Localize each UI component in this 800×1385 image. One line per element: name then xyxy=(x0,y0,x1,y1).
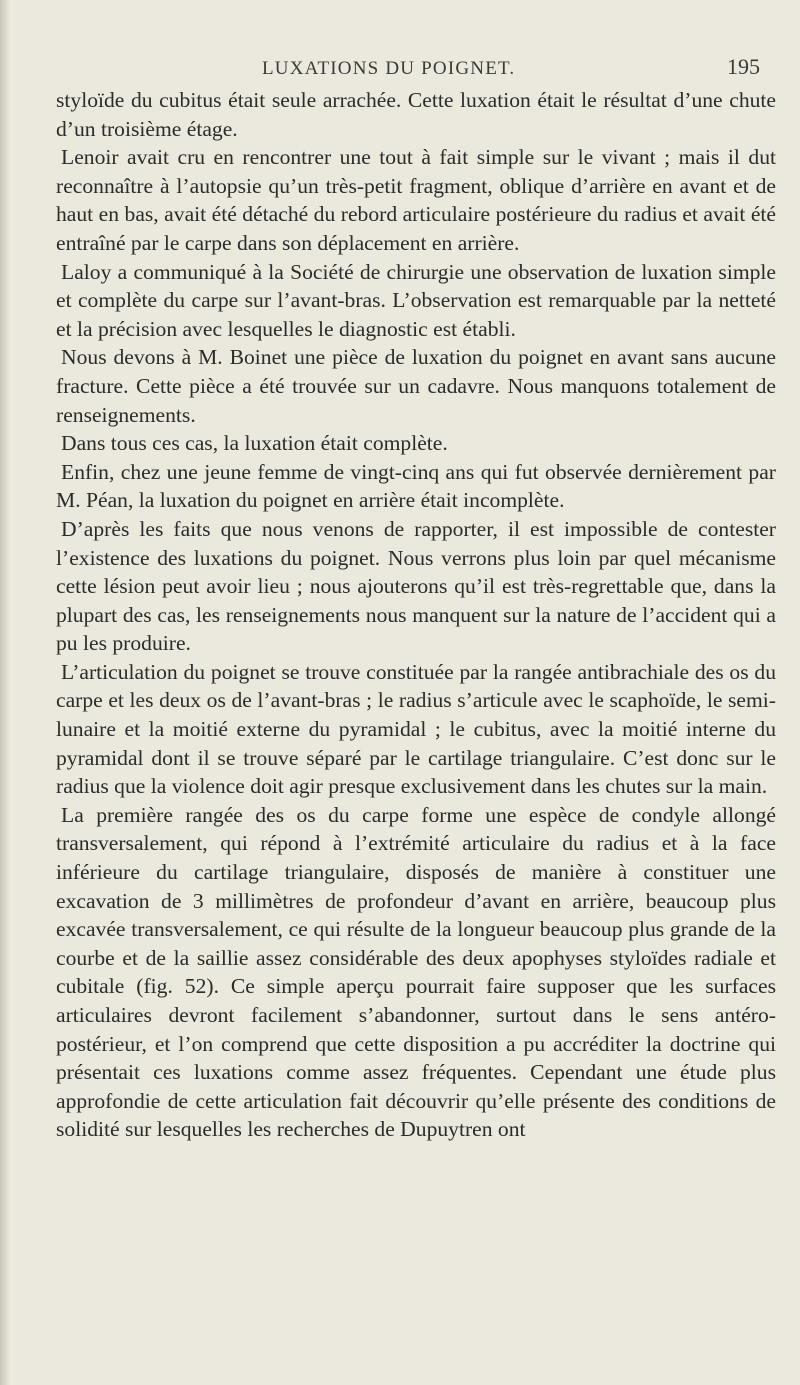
page-edge-shadow xyxy=(0,0,10,1385)
running-title: LUXATIONS DU POIGNET. xyxy=(262,58,516,79)
paragraph: La première rangée des os du carpe forme une espèce de condyle allongé transversalement, qui répond à l’extrémité articulaire du radius et à la face inférieure du cartilage triangulaire, disposés de manière à constituer une excavation de 3 millimètres de profondeur d’avant en arrière, beaucoup plus excavée transversalement, ce qui résulte de la longueur beaucoup plus grande de la courbe et de la saillie assez considérable des deux apophyses styloïdes radiale et cubitale (fig. 52). Ce simple aperçu pourrait faire supposer que les surfaces articulaires devront facilement s’abandonner, surtout dans le sens antéro-postérieur, et l’on comprend que cette disposition a pu accréditer la doctrine qui présentait ces luxations comme assez fréquentes. Cependant une étude plus approfondie de cette articulation fait découvrir qu’elle présente des conditions de solidité sur lesquelles les recherches de Dupuytren ont xyxy=(56,802,776,1142)
paragraph: Lenoir avait cru en rencontrer une tout à fait simple sur le vivant ; mais il dut reconnaître à l’autopsie qu’un très-petit fragment, oblique d’arrière en avant et de haut en bas, avait été détaché du rebord articulaire postérieure du radius et avait été entraîné par le carpe dans son déplacement en arrière. xyxy=(56,145,776,255)
paragraph: L’articulation du poignet se trouve constituée par la rangée antibrachiale des os du carpe et les deux os de l’avant-bras ; le radius s’articule avec le scaphoïde, le semi-lunaire et la moitié externe du pyramidal ; le cubitus, avec la moitié interne du pyramidal dont il se trouve séparé par le cartilage triangulaire. C’est donc sur le radius que la violence doit agir presque exclusivement dans les chutes sur la main. xyxy=(56,659,776,799)
paragraph: Nous devons à M. Boinet une pièce de luxation du poignet en avant sans aucune fracture. Cette pièce a été trouvée sur un cadavre. Nous manquons totalement de renseignements. xyxy=(56,345,776,427)
body-text xyxy=(56,86,776,1144)
paragraph: Enfin, chez une jeune femme de vingt-cinq ans qui fut observée dernièrement par M. Péan, la luxation du poignet en arrière était incomplète. xyxy=(56,459,776,513)
paragraph: Laloy a communiqué à la Société de chirurgie une observation de luxation simple et complète du carpe sur l’avant-bras. L’observation est remarquable par la netteté et la précision avec lesquelles le diagnostic est établi. xyxy=(56,259,776,341)
paragraph: Dans tous ces cas, la luxation était complète. xyxy=(61,431,448,456)
paragraph: styloïde du cubitus était seule arrachée. Cette luxation était le résultat d’une chute d’un troisième étage. xyxy=(56,88,776,141)
paragraph: D’après les faits que nous venons de rapporter, il est impossible de contester l’existence des luxations du poignet. Nous verrons plus loin par quel mécanisme cette lésion peut avoir lieu ; nous ajouterons qu’il est très-regrettable que, dans la plupart des cas, les renseignements nous manquent sur la nature de l’accident qui a pu les produire. xyxy=(56,516,776,656)
page-number: 195 xyxy=(727,54,760,79)
